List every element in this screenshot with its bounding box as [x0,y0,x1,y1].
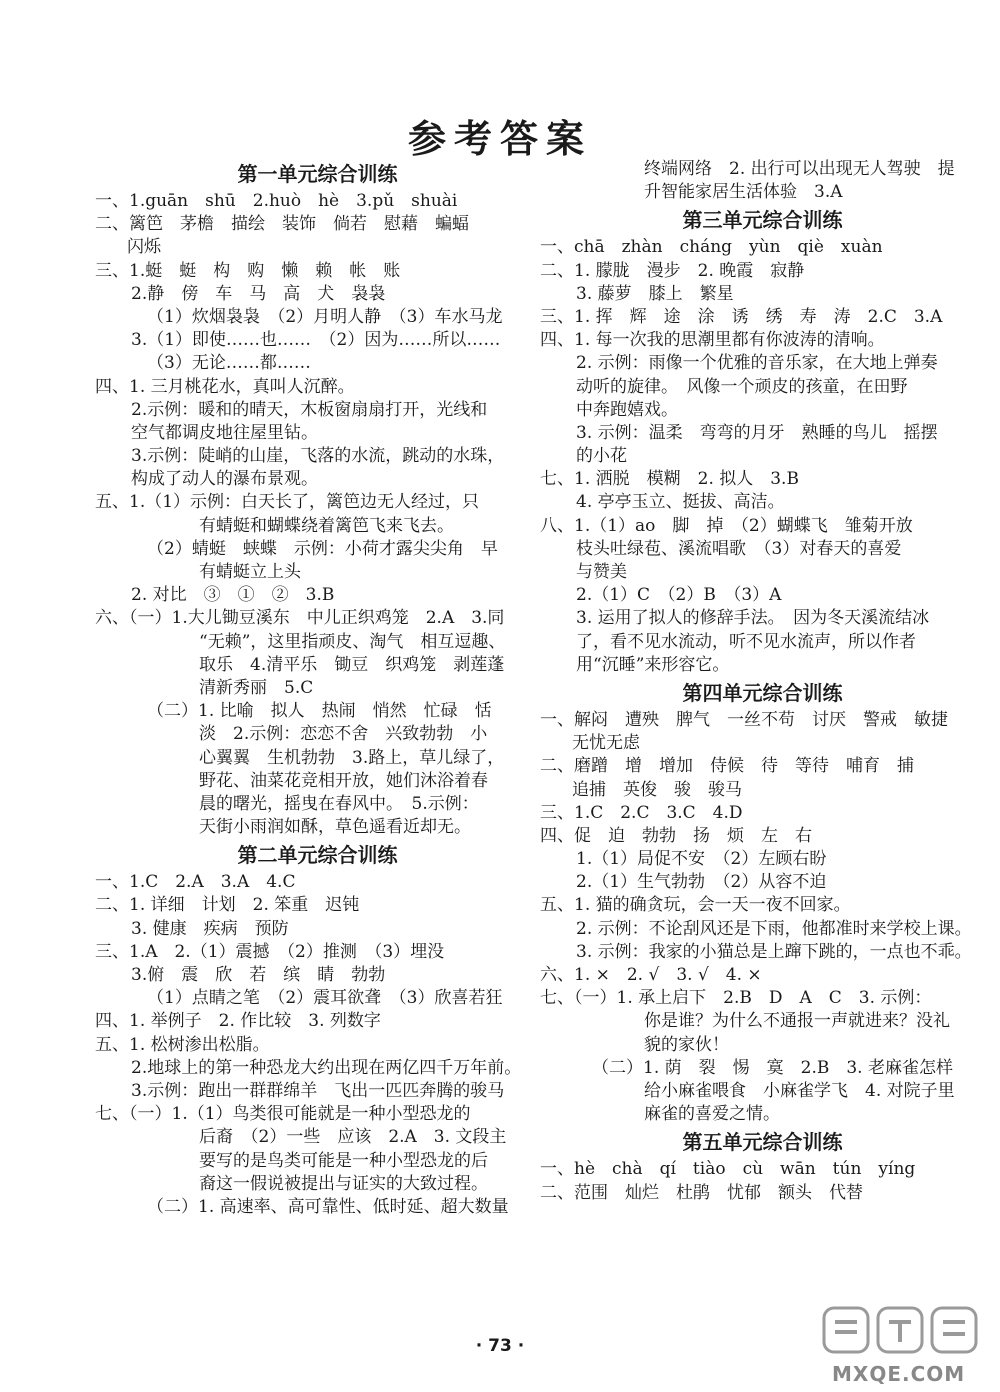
answer-line: 2. 示例：雨像一个优雅的音乐家，在大地上弹奏 [576,353,938,374]
answer-line: 二、范围 灿烂 杜鹃 忧郁 额头 代替 [540,1182,863,1203]
answer-line: 二、磨蹭 增 增加 侍候 待 等待 哺育 捕 [540,756,914,777]
answer-line: 野花、油菜花竞相开放，她们沐浴着春 [199,770,488,791]
answer-line: 二、1. 朦胧 漫步 2. 晚霞 寂静 [540,260,805,281]
answer-line: 五、1.（1）示例：白天长了，篱笆边无人经过，只 [95,492,480,513]
section-heading: 第五单元综合训练 [682,1130,843,1155]
answer-line: 了，看不见水流动，听不见水流声，所以作者 [576,631,916,652]
answer-line: 四、1. 举例子 2. 作比较 3. 列数字 [95,1011,381,1032]
answer-line: 麻雀的喜爱之情。 [644,1104,780,1125]
answer-line: 晨的曙光，摇曳在春风中。 5.示例： [199,793,479,814]
left-column [95,158,540,1219]
answer-line: 四、1. 每一次我的思潮里都有你波涛的清响。 [540,330,885,351]
answer-line: 七、（一）1. 承上启下 2.B D A C 3. 示例： [540,988,932,1009]
answer-line: 3. 运用了拟人的修辞手法。 因为冬天溪流结冰 [576,608,930,629]
answer-line: 2.示例：暖和的晴天，木板窗扇扇打开，光线和 [131,399,488,420]
answer-line: 一、hè chà qí tiào cù wān tún yíng [540,1159,916,1180]
answer-line: （二）1. 荫 裂 惕 寞 2.B 3. 老麻雀怎样 [592,1057,953,1078]
answer-line: 三、1.蜓 蜓 构 购 懒 赖 帐 账 [95,260,401,281]
answer-line: 3.俯 震 欣 若 缤 睛 勃勃 [131,965,386,985]
answer-line: 六、（一）1.大儿锄豆溪东 中儿正织鸡笼 2.A 3.同 [95,608,505,629]
answer-line: 给小麻雀喂食 小麻雀学飞 4. 对院子里 [644,1080,955,1101]
answer-line: 四、促 迫 勃勃 扬 烦 左 右 [540,825,812,846]
answer-line: 淡 2.示例：恋恋不舍 兴致勃勃 小 [199,724,488,745]
answer-line: 二、1. 详细 计划 2. 笨重 迟钝 [95,895,360,916]
answer-line: 1.（1）局促不安 （2）左顾右盼 [576,849,827,870]
answer-line: 取乐 4.清平乐 锄豆 织鸡笼 剥莲蓬 [199,654,505,675]
answer-line: 五、1. 猫的确贪玩，会一天一夜不回家。 [540,895,851,916]
answer-line: 2.（1）生气勃勃 （2）从容不迫 [576,872,827,893]
answer-line: 用“沉睡”来形容它。 [576,654,730,675]
answer-line: 构成了动人的瀑布景观。 [131,469,318,490]
answer-line: 2.（1）C （2）B （3）A [576,585,782,606]
page-title: 参考答案 [407,117,592,161]
answer-line: 空气都调皮地往屋里钻。 [131,422,318,443]
answer-line: 貌的家伙！ [644,1034,729,1055]
answer-line: 闪烁 [127,237,161,258]
answer-line: （3）无论……都…… [147,353,311,374]
answer-line: “无赖”，这里指顽皮、淘气 相互逗趣、 [199,631,506,652]
answer-line: （1）炊烟袅袅 （2）月明人静 （3）车水马龙 [147,306,503,327]
answer-line: 2. 示例：不论刮风还是下雨，他都准时来学校上课。 [576,918,972,939]
answer-line: 3. 示例：我家的小猫总是上蹿下跳的，一点也不乖。 [576,941,972,962]
answer-line: 2. 对比 ③ ① ② 3.B [131,585,335,606]
answer-line: 三、1. 挥 辉 途 涂 诱 绣 寿 涛 2.C 3.A [540,306,943,327]
section-heading: 第一单元综合训练 [237,162,398,186]
answer-line: （2）蜻蜓 蛱蝶 示例：小荷才露尖尖角 早 [147,538,498,559]
answer-line: 2.静 傍 车 马 高 犬 袅袅 [131,283,386,304]
page-number: · 73 · [475,1336,525,1356]
answer-line: 七、1. 洒脱 模糊 2. 拟人 3.B [540,469,799,490]
answer-line: 3.示例：陡峭的山崖，飞落的水流，跳动的水珠， [131,446,505,467]
answer-line: 五、1. 松树渗出松脂。 [95,1034,270,1055]
answer-line: 追捕 英俊 骏 骏马 [572,779,742,800]
answer-line: 有蜻蜓立上头 [199,562,301,582]
answer-line: （二）1. 比喻 拟人 热闹 悄然 忙碌 恬 [147,701,492,722]
answer-line: 与赞美 [576,562,627,582]
answer-line: 2.地球上的第一种恐龙大约出现在两亿四千万年前。 [131,1057,522,1078]
answer-line: 裔这一假说被提出与证实的大致过程。 [199,1173,488,1194]
answer-line: 一、chā zhàn cháng yùn qiè xuàn [540,237,883,258]
answer-line: 的小花 [576,446,627,467]
answer-line: 4. 亭亭玉立、挺拔、高洁。 [576,492,785,513]
watermark-text: MXQE.COM [832,1362,966,1386]
answer-line: 3.（1）即使……也…… （2）因为……所以…… [131,330,501,351]
answer-line: 无忧无虑 [572,733,640,754]
answer-line: 一、1.C 2.A 3.A 4.C [95,872,296,893]
section-heading: 第二单元综合训练 [237,843,398,868]
answer-line: 终端网络 2. 出行可以出现无人驾驶 提 [644,159,955,179]
answer-line: 一、解闷 遭殃 脾气 一丝不苟 讨厌 警戒 敏捷 [540,709,948,730]
right-column [540,158,985,1205]
answer-line: 六、1. × 2. √ 3. √ 4. × [540,965,762,985]
answer-line: 你是谁？为什么不通报一声就进来？没礼 [644,1011,950,1032]
section-heading: 第四单元综合训练 [682,680,843,705]
answer-line: 3.示例：跑出一群群绵羊 飞出一匹匹奔腾的骏马 [131,1080,505,1101]
answer-line: 中奔跑嬉戏。 [576,399,678,420]
answer-line: 动听的旋律。 风像一个顽皮的孩童，在田野 [576,376,908,397]
answer-line: 天街小雨润如酥，草色遥看近却无。 [199,817,471,838]
answer-line: 四、1. 三月桃花水，真叫人沉醉。 [95,376,355,397]
answer-line: 后裔 （2）一些 应该 2.A 3. 文段主 [199,1127,507,1148]
answer-line: 清新秀丽 5.C [199,677,314,698]
answer-line: 七、（一）1.（1）鸟类很可能就是一种小型恐龙的 [95,1104,471,1125]
answer-line: 八、1.（1）ao 脚 掉 （2）蝴蝶飞 雏菊开放 [540,515,913,536]
answer-line: 3. 健康 疾病 预防 [131,918,289,939]
answer-line: 一、1.guān shū 2.huò hè 3.pǔ shuài [95,191,458,211]
answer-line: （1）点睛之笔 （2）震耳欲聋 （3）欣喜若狂 [147,988,503,1009]
answer-line: 二、篱笆 茅檐 描绘 装饰 倘若 慰藉 蝙蝠 [95,214,469,235]
answer-line: 3. 示例：温柔 弯弯的月牙 熟睡的鸟儿 摇摆 [576,422,938,443]
answer-line: 有蜻蜓和蝴蝶绕着篱笆飞来飞去。 [199,515,454,536]
answer-line: 心翼翼 生机勃勃 3.路上，草儿绿了， [199,747,505,768]
answer-line: （二）1. 高速率、高可靠性、低时延、超大数量 [147,1196,509,1217]
answer-line: 升智能家居生活体验 3.A [644,182,843,203]
answer-line: 3. 藤萝 膝上 繁星 [576,283,734,304]
section-heading: 第三单元综合训练 [682,208,843,233]
answer-line: 三、1.C 2.C 3.C 4.D [540,802,743,823]
answer-line: 枝头吐绿苞、溪流唱歌 （3）对春天的喜爱 [576,538,902,559]
answer-line: 要写的是鸟类可能是一种小型恐龙的后 [199,1150,488,1171]
answer-line: 三、1.A 2.（1）震撼 （2）推测 （3）埋没 [95,941,445,962]
